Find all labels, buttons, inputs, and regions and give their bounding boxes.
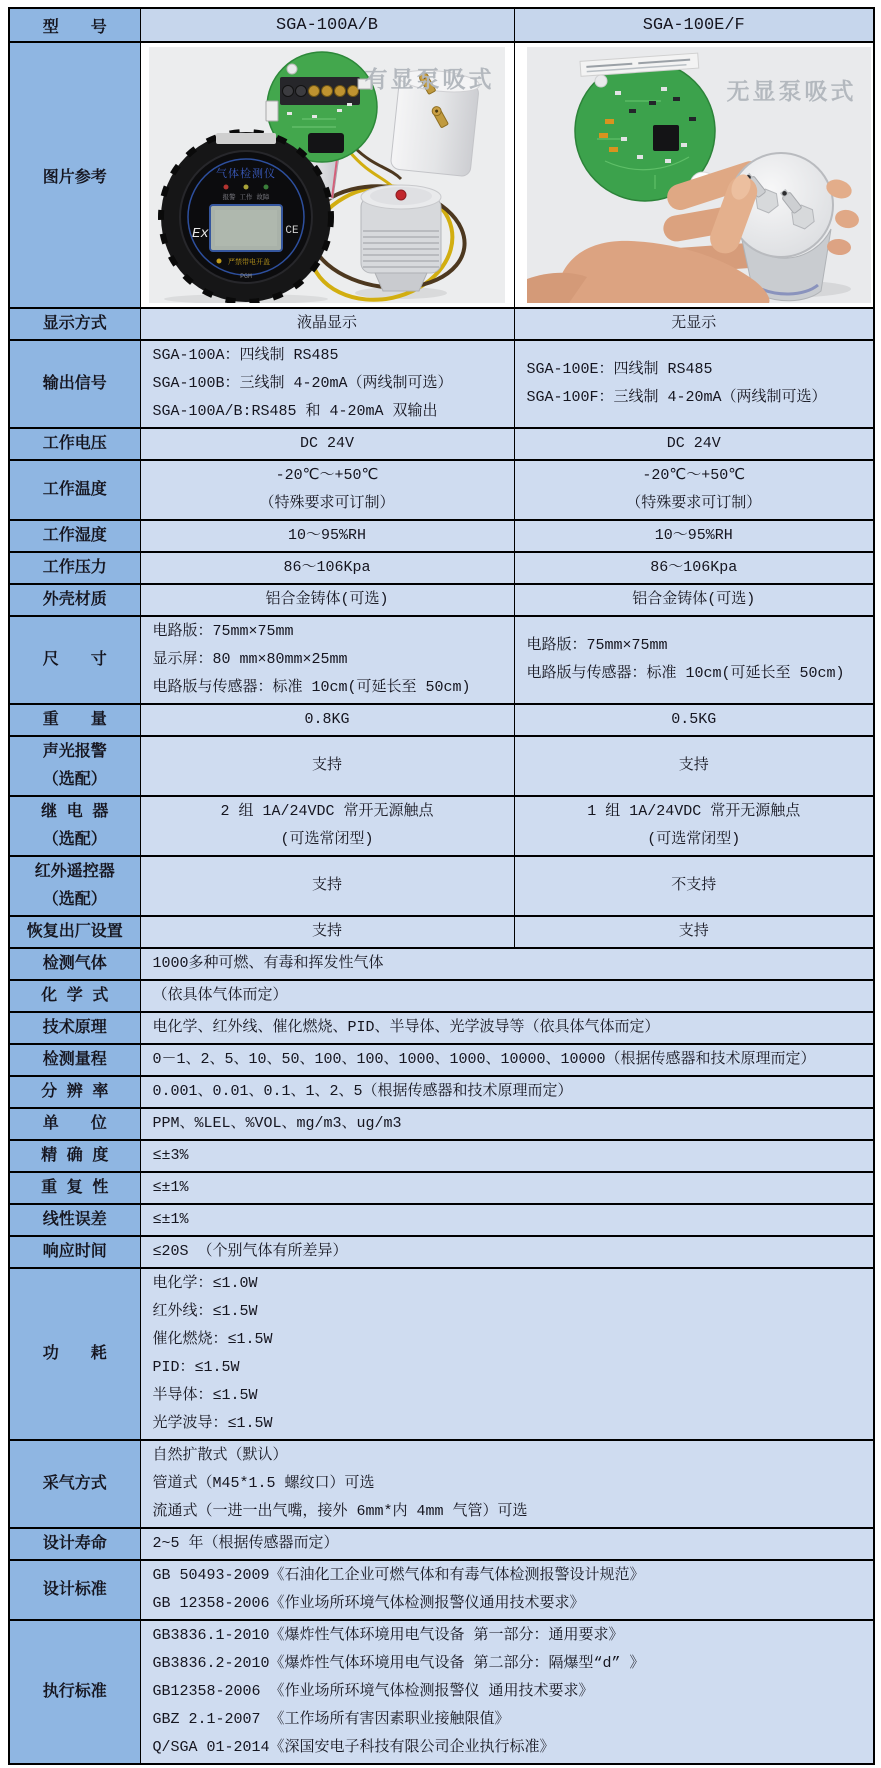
- value-text: 0.8KG: [304, 711, 350, 728]
- row-value-ir-remote-b: [514, 856, 874, 916]
- row-value-sampling-method: [140, 1440, 874, 1528]
- row-label-text: 工作压力: [42, 559, 107, 577]
- row-label-text: 输出信号: [42, 375, 107, 393]
- row-label-accuracy: [9, 1140, 140, 1172]
- row-value-factory-reset-b: [514, 916, 874, 948]
- spec-row-response-time: [9, 1236, 874, 1268]
- value-text: ≤±1%: [152, 1211, 189, 1228]
- value-text: (可选常闭型): [280, 831, 374, 848]
- spec-table: [8, 7, 875, 1765]
- spec-row-linearity-error: [9, 1204, 874, 1236]
- photo-cell-b: [514, 42, 874, 308]
- row-label-working-temperature: [9, 460, 140, 520]
- value-text: GB3836.2-2010《爆炸性气体环境用电气设备 第二部分：隔爆型“d” 》: [152, 1655, 645, 1672]
- spec-row-detection-range: [9, 1044, 874, 1076]
- row-value-relay-a: [140, 796, 514, 856]
- value-text: （依具体气体而定）: [152, 987, 288, 1004]
- value-text: （特殊要求可订制）: [259, 495, 395, 512]
- value-text: (可选常闭型): [647, 831, 741, 848]
- row-value-working-humidity-b: [514, 520, 874, 552]
- row-label-dimensions: [9, 616, 140, 704]
- value-text: 铝合金铸体(可选): [632, 591, 756, 608]
- work-led-icon: [243, 185, 248, 190]
- row-value-factory-reset-a: [140, 916, 514, 948]
- row-label-text: 重 量: [42, 711, 107, 729]
- spec-row-detected-gases: [9, 948, 874, 980]
- row-value-detection-range: [140, 1044, 874, 1076]
- row-label-text: 采气方式: [42, 1475, 107, 1493]
- spec-row-execution-standards: [9, 1620, 874, 1764]
- photo-row: [9, 42, 874, 308]
- spec-row-units: [9, 1108, 874, 1140]
- photo-cell-a: [140, 42, 514, 308]
- value-text: SGA-100A/B:RS485 和 4-20mA 双输出: [152, 403, 438, 420]
- gauge-status-labels: 报警 工作 故障: [222, 194, 269, 201]
- row-label-technical-principle: [9, 1012, 140, 1044]
- value-text: GB 12358-2006《作业场所环境气体检测报警仪通用技术要求》: [152, 1595, 585, 1612]
- header-model-label: 型 号: [9, 8, 140, 42]
- value-text: 流通式（一进一出气嘴，接外 6mm*内 4mm 气管）可选: [152, 1503, 528, 1520]
- row-label-text: 设计寿命: [42, 1535, 107, 1553]
- value-text: SGA-100B：三线制 4-20mA（两线制可选）: [152, 375, 453, 392]
- row-label-text: 单 位: [42, 1115, 107, 1133]
- value-text: 0－1、2、5、10、50、100、100、1000、1000、10000、10000（根据传感器和技术原理而定）: [152, 1051, 816, 1068]
- table-header-row: [9, 8, 874, 42]
- row-value-weight-a: [140, 704, 514, 736]
- row-value-housing-material-b: [514, 584, 874, 616]
- row-label-text: 工作湿度: [42, 527, 107, 545]
- value-text: 不支持: [671, 877, 717, 894]
- spec-row-display-mode: [9, 308, 874, 340]
- row-value-accuracy: [140, 1140, 874, 1172]
- gauge-warning-text: 严禁带电开盖: [227, 259, 270, 267]
- row-value-weight-b: [514, 704, 874, 736]
- photo-row-label: 图片参考: [9, 42, 140, 308]
- value-text: -20℃～+50℃: [275, 467, 379, 484]
- row-label-power-consumption: [9, 1268, 140, 1440]
- row-label-design-standards: [9, 1560, 140, 1620]
- spec-row-accuracy: [9, 1140, 874, 1172]
- product-photo-sga100ef: [527, 47, 871, 303]
- value-text: ≤20S （个别气体有所差异）: [152, 1243, 348, 1260]
- value-text: （特殊要求可订制）: [626, 495, 762, 512]
- row-label-text: 设计标准: [42, 1581, 107, 1599]
- spec-row-repeatability: [9, 1172, 874, 1204]
- spec-row-working-humidity: [9, 520, 874, 552]
- row-label-text: 尺 寸: [42, 651, 107, 669]
- value-text: 10～95%RH: [287, 527, 366, 544]
- row-label-repeatability: [9, 1172, 140, 1204]
- value-text: 电路版：75mm×75mm: [152, 623, 294, 640]
- value-text: 半导体：≤1.5W: [152, 1387, 258, 1404]
- row-label-text: 技术原理: [42, 1019, 107, 1037]
- row-label-linearity-error: [9, 1204, 140, 1236]
- value-text: 支持: [311, 877, 342, 894]
- row-value-power-consumption: [140, 1268, 874, 1440]
- row-label-text: 线性误差: [42, 1211, 107, 1229]
- spec-table-body: [9, 8, 874, 1764]
- spec-row-relay: [9, 796, 874, 856]
- header-model-b: SGA-100E/F: [514, 8, 874, 42]
- row-value-technical-principle: [140, 1012, 874, 1044]
- spec-row-resolution: [9, 1076, 874, 1108]
- row-label-response-time: [9, 1236, 140, 1268]
- value-text: GB3836.1-2010《爆炸性气体环境用电气设备 第一部分：通用要求》: [152, 1627, 624, 1644]
- value-text: 1000多种可燃、有毒和挥发性气体: [152, 955, 384, 972]
- value-text: 无显示: [671, 315, 717, 332]
- row-label-housing-material: [9, 584, 140, 616]
- row-label-text: 响应时间: [42, 1243, 107, 1261]
- row-value-relay-b: [514, 796, 874, 856]
- row-value-design-standards: [140, 1560, 874, 1620]
- gauge-device: [161, 132, 331, 302]
- sensor-red-dot: [396, 190, 406, 200]
- value-text: 管道式（M45*1.5 螺纹口）可选: [152, 1475, 375, 1492]
- spec-row-chemical-formula: [9, 980, 874, 1012]
- value-text: SGA-100A：四线制 RS485: [152, 347, 339, 364]
- row-label-detected-gases: [9, 948, 140, 980]
- row-label-text: 功 耗: [42, 1345, 107, 1363]
- row-label-text: 红外遥控器: [34, 863, 115, 881]
- row-label-working-humidity: [9, 520, 140, 552]
- main-chip: [653, 125, 679, 151]
- row-label-working-voltage: [9, 428, 140, 460]
- spec-row-technical-principle: [9, 1012, 874, 1044]
- value-text: 0.5KG: [671, 711, 717, 728]
- value-text: 2~5 年（根据传感器而定）: [152, 1535, 339, 1552]
- row-value-working-temperature-a: [140, 460, 514, 520]
- row-value-working-pressure-b: [514, 552, 874, 584]
- row-label-text: （选配）: [42, 891, 107, 909]
- ce-mark: CE: [284, 225, 299, 237]
- value-text: 10～95%RH: [654, 527, 733, 544]
- row-value-ir-remote-a: [140, 856, 514, 916]
- row-value-units: [140, 1108, 874, 1140]
- row-value-design-life: [140, 1528, 874, 1560]
- value-text: 支持: [311, 923, 342, 940]
- spec-row-sampling-method: [9, 1440, 874, 1528]
- row-value-working-pressure-a: [140, 552, 514, 584]
- row-label-audible-visual-alarm: [9, 736, 140, 796]
- row-label-ir-remote: [9, 856, 140, 916]
- spec-row-design-life: [9, 1528, 874, 1560]
- row-value-dimensions-b: [514, 616, 874, 704]
- spec-row-factory-reset: [9, 916, 874, 948]
- row-label-text: 外壳材质: [42, 591, 107, 609]
- spec-row-output-signal: [9, 340, 874, 428]
- value-text: DC 24V: [666, 435, 721, 452]
- spec-row-design-standards: [9, 1560, 874, 1620]
- row-value-detected-gases: [140, 948, 874, 980]
- row-label-factory-reset: [9, 916, 140, 948]
- spec-row-working-pressure: [9, 552, 874, 584]
- row-value-response-time: [140, 1236, 874, 1268]
- fault-led-icon: [263, 185, 268, 190]
- spec-row-dimensions: [9, 616, 874, 704]
- value-text: 电路版与传感器：标准 10cm(可延长至 50cm): [152, 679, 471, 696]
- spec-row-ir-remote: [9, 856, 874, 916]
- value-text: Q/SGA 01-2014《深国安电子科技有限公司企业执行标准》: [152, 1739, 555, 1756]
- spec-row-working-temperature: [9, 460, 874, 520]
- spec-row-weight: [9, 704, 874, 736]
- row-value-output-signal-a: [140, 340, 514, 428]
- row-label-text: 工作电压: [42, 435, 107, 453]
- value-text: DC 24V: [299, 435, 354, 452]
- value-text: 显示屏：80 mm×80mm×25mm: [152, 651, 348, 668]
- row-label-text: 化 学 式: [41, 987, 109, 1005]
- photo-watermark-b: 无显泵吸式: [726, 78, 857, 104]
- spec-row-housing-material: [9, 584, 874, 616]
- value-text: ≤±1%: [152, 1179, 189, 1196]
- value-text: 86～106Kpa: [650, 559, 738, 576]
- product-photo-sga100ab: [149, 47, 505, 303]
- value-text: 液晶显示: [296, 315, 357, 332]
- row-label-text: 执行标准: [42, 1683, 107, 1701]
- value-text: -20℃～+50℃: [642, 467, 746, 484]
- row-label-execution-standards: [9, 1620, 140, 1764]
- value-text: 支持: [678, 757, 709, 774]
- spec-row-audible-visual-alarm: [9, 736, 874, 796]
- row-label-output-signal: [9, 340, 140, 428]
- row-label-text: （选配）: [42, 771, 107, 789]
- value-text: 电路版：75mm×75mm: [526, 637, 668, 654]
- value-text: 支持: [678, 923, 709, 940]
- row-label-text: 显示方式: [42, 315, 107, 333]
- alarm-led-icon: [223, 185, 228, 190]
- row-label-display-mode: [9, 308, 140, 340]
- value-text: PPM、%LEL、%VOL、mg/m3、ug/m3: [152, 1115, 402, 1132]
- value-text: GB12358-2006 《作业场所环境气体检测报警仪 通用技术要求》: [152, 1683, 594, 1700]
- spec-row-power-consumption: [9, 1268, 874, 1440]
- gauge-title-text: 气体检测仪: [215, 169, 276, 181]
- row-value-execution-standards: [140, 1620, 874, 1764]
- row-label-working-pressure: [9, 552, 140, 584]
- gauge-pgm-text: PGM: [239, 273, 252, 280]
- value-text: 自然扩散式（默认）: [152, 1447, 288, 1464]
- row-value-resolution: [140, 1076, 874, 1108]
- spec-row-working-voltage: [9, 428, 874, 460]
- row-label-units: [9, 1108, 140, 1140]
- row-value-dimensions-a: [140, 616, 514, 704]
- row-label-text: 重 复 性: [41, 1179, 109, 1197]
- row-label-text: 检测量程: [42, 1051, 107, 1069]
- row-value-output-signal-b: [514, 340, 874, 428]
- row-value-working-voltage-a: [140, 428, 514, 460]
- row-label-weight: [9, 704, 140, 736]
- row-value-audible-visual-alarm-b: [514, 736, 874, 796]
- value-text: 1 组 1A/24VDC 常开无源触点: [587, 803, 801, 820]
- row-label-relay: [9, 796, 140, 856]
- row-label-text: （选配）: [42, 831, 107, 849]
- row-value-working-voltage-b: [514, 428, 874, 460]
- row-label-detection-range: [9, 1044, 140, 1076]
- value-text: 铝合金铸体(可选): [265, 591, 389, 608]
- row-value-linearity-error: [140, 1204, 874, 1236]
- row-value-working-humidity-a: [140, 520, 514, 552]
- row-label-text: 分 辨 率: [41, 1083, 109, 1101]
- row-value-housing-material-a: [140, 584, 514, 616]
- value-text: GBZ 2.1-2007 《工作场所有害因素职业接触限值》: [152, 1711, 510, 1728]
- value-text: SGA-100F：三线制 4-20mA（两线制可选）: [526, 389, 827, 406]
- row-label-chemical-formula: [9, 980, 140, 1012]
- row-label-text: 继 电 器: [41, 803, 109, 821]
- value-text: SGA-100E：四线制 RS485: [526, 361, 713, 378]
- header-model-a: SGA-100A/B: [140, 8, 514, 42]
- gauge-label-sticker: [216, 133, 276, 144]
- row-label-text: 声光报警: [42, 743, 107, 761]
- row-label-resolution: [9, 1076, 140, 1108]
- value-text: ≤±3%: [152, 1147, 189, 1164]
- value-text: 电化学：≤1.0W: [152, 1275, 258, 1292]
- ex-mark: Ex: [191, 226, 209, 242]
- value-text: 催化燃烧：≤1.5W: [152, 1331, 273, 1348]
- row-value-working-temperature-b: [514, 460, 874, 520]
- row-label-sampling-method: [9, 1440, 140, 1528]
- value-text: 光学波导：≤1.5W: [152, 1415, 273, 1432]
- row-value-audible-visual-alarm-a: [140, 736, 514, 796]
- value-text: 红外线：≤1.5W: [152, 1303, 258, 1320]
- photo-watermark-a: 有显泵吸式: [364, 66, 495, 92]
- value-text: 电化学、红外线、催化燃烧、PID、半导体、光学波导等（依具体气体而定）: [152, 1019, 660, 1036]
- row-value-repeatability: [140, 1172, 874, 1204]
- row-value-display-mode-a: [140, 308, 514, 340]
- row-label-text: 恢复出厂设置: [26, 923, 123, 941]
- row-value-chemical-formula: [140, 980, 874, 1012]
- value-text: 支持: [311, 757, 342, 774]
- row-label-text: 工作温度: [42, 481, 107, 499]
- row-value-display-mode-b: [514, 308, 874, 340]
- value-text: 电路版与传感器：标准 10cm(可延长至 50cm): [526, 665, 845, 682]
- value-text: 0.001、0.01、0.1、1、2、5（根据传感器和技术原理而定）: [152, 1083, 573, 1100]
- value-text: PID：≤1.5W: [152, 1359, 240, 1376]
- row-label-text: 检测气体: [42, 955, 107, 973]
- row-label-text: 精 确 度: [41, 1147, 109, 1165]
- row-label-design-life: [9, 1528, 140, 1560]
- value-text: GB 50493-2009《石油化工企业可燃气体和有毒气体检测报警设计规范》: [152, 1567, 645, 1584]
- value-text: 2 组 1A/24VDC 常开无源触点: [220, 803, 434, 820]
- value-text: 86～106Kpa: [283, 559, 371, 576]
